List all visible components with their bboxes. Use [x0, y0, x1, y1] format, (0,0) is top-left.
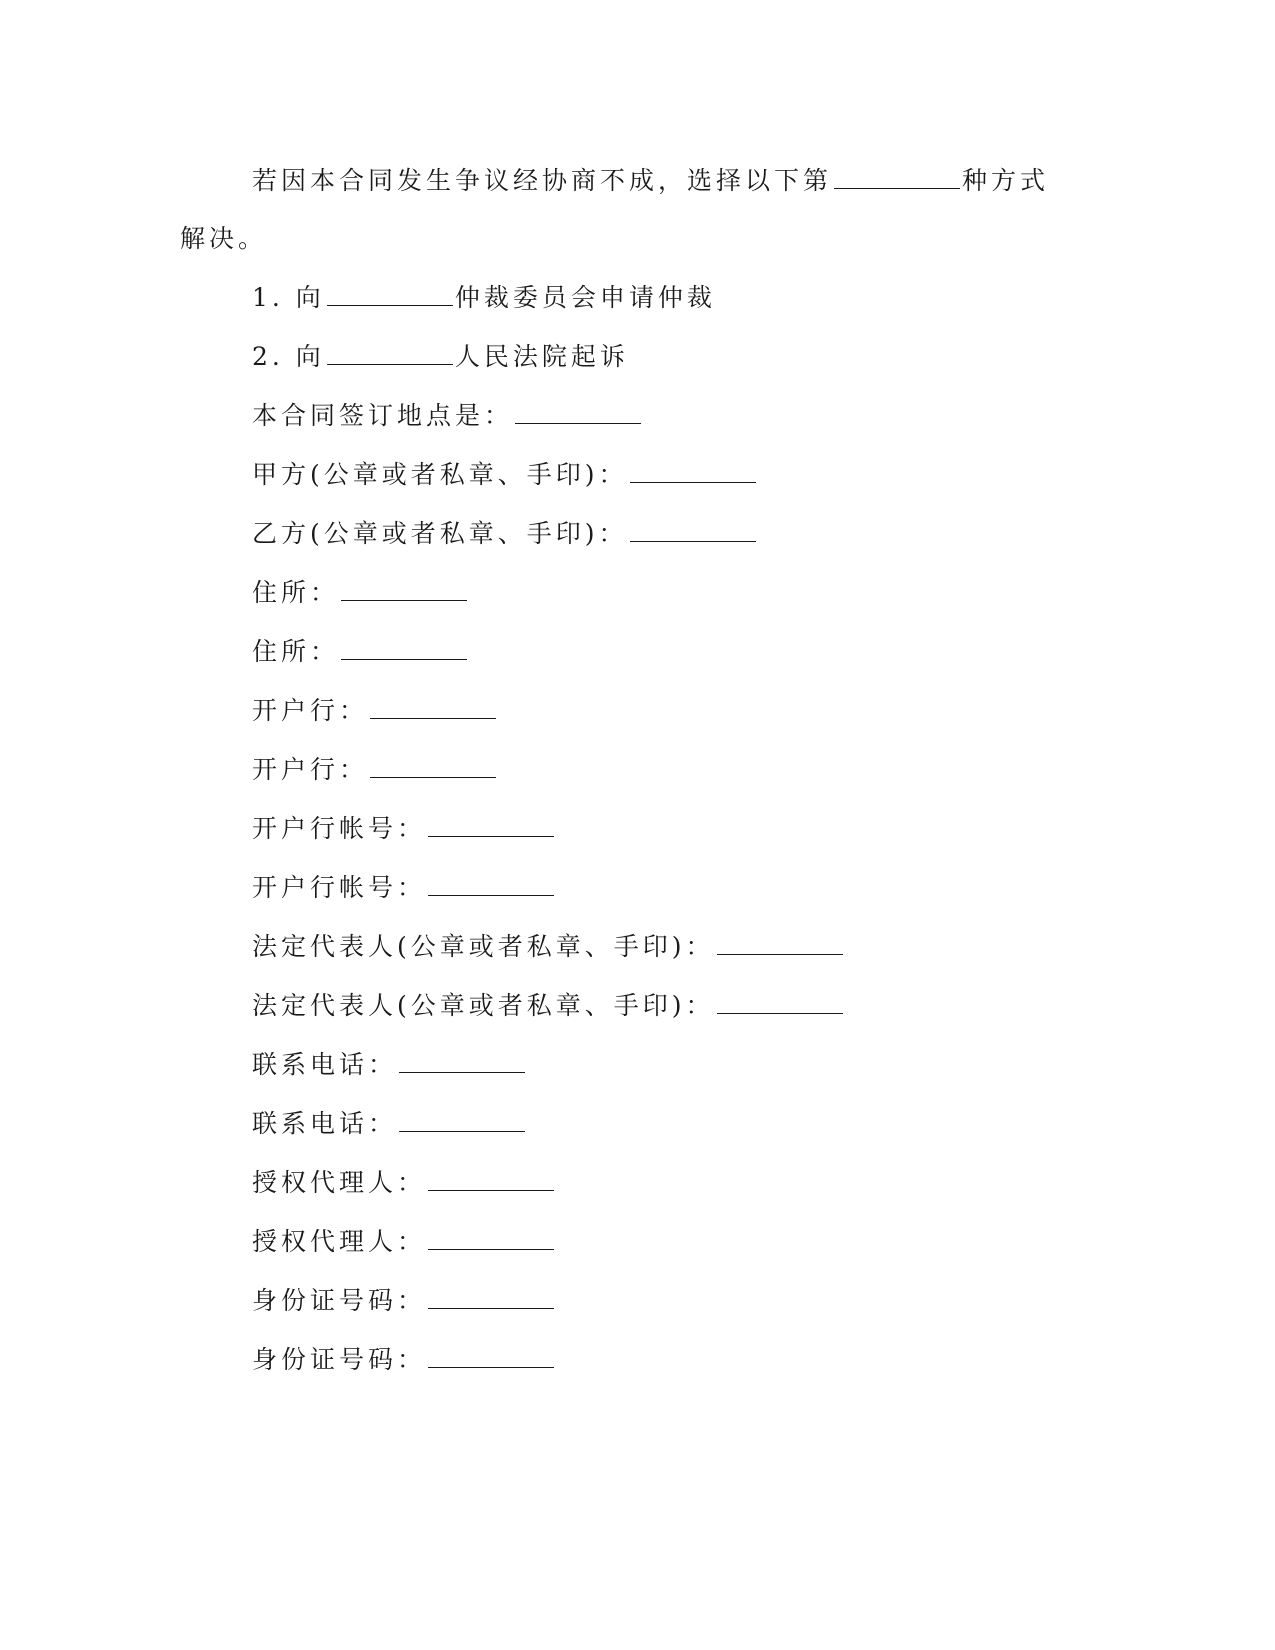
field-blank[interactable]	[515, 401, 641, 424]
field-label: 联系电话：	[252, 1050, 398, 1079]
field-signing-place	[252, 401, 643, 431]
field-bank-a	[252, 696, 498, 726]
field-agent-b	[252, 1227, 556, 1257]
field-blank[interactable]	[428, 1345, 554, 1368]
field-label: 乙方(公章或者私章、手印)：	[252, 519, 628, 548]
field-blank[interactable]	[630, 519, 756, 542]
dispute-clause-text: 若因本合同发生争议经协商不成，选择以下第	[252, 166, 833, 195]
field-label: 开户行帐号：	[252, 873, 427, 902]
field-blank[interactable]	[428, 873, 554, 896]
field-label: 身份证号码：	[252, 1345, 427, 1374]
field-address-a	[252, 578, 469, 608]
field-bank-account-b	[252, 873, 556, 903]
court-blank[interactable]	[327, 342, 453, 365]
field-blank[interactable]	[428, 1227, 554, 1250]
field-legal-rep-b	[252, 991, 845, 1021]
field-phone-a	[252, 1050, 527, 1080]
method-number-blank[interactable]	[834, 166, 960, 189]
field-blank[interactable]	[370, 696, 496, 719]
field-blank[interactable]	[399, 1109, 525, 1132]
option-arbitration	[252, 283, 716, 313]
field-id-number-a	[252, 1286, 556, 1316]
field-phone-b	[252, 1109, 527, 1139]
option-1-suffix: 仲裁委员会申请仲裁	[454, 283, 716, 312]
field-label: 开户行：	[252, 755, 369, 784]
field-party-a-seal	[252, 460, 758, 490]
field-blank[interactable]	[717, 991, 843, 1014]
field-address-b	[252, 637, 469, 667]
field-label: 联系电话：	[252, 1109, 398, 1138]
field-blank[interactable]	[428, 1168, 554, 1191]
field-blank[interactable]	[717, 932, 843, 955]
field-label: 开户行：	[252, 696, 369, 725]
dispute-clause-line2	[180, 224, 267, 254]
option-1-prefix: 1. 向	[252, 283, 325, 312]
option-2-prefix: 2. 向	[252, 342, 325, 371]
field-blank[interactable]	[341, 578, 467, 601]
field-label: 法定代表人(公章或者私章、手印)：	[252, 932, 715, 961]
field-party-b-seal	[252, 519, 758, 549]
field-legal-rep-a	[252, 932, 845, 962]
option-court	[252, 342, 629, 372]
field-label: 住所：	[252, 578, 340, 607]
field-label: 本合同签订地点是：	[252, 401, 514, 430]
dispute-clause-line1	[252, 166, 1049, 196]
field-blank[interactable]	[428, 1286, 554, 1309]
field-label: 授权代理人：	[252, 1168, 427, 1197]
field-blank[interactable]	[370, 755, 496, 778]
field-label: 甲方(公章或者私章、手印)：	[252, 460, 628, 489]
field-bank-b	[252, 755, 498, 785]
field-label: 授权代理人：	[252, 1227, 427, 1256]
field-label: 身份证号码：	[252, 1286, 427, 1315]
arbitration-committee-blank[interactable]	[327, 283, 453, 306]
option-2-suffix: 人民法院起诉	[454, 342, 629, 371]
field-blank[interactable]	[399, 1050, 525, 1073]
field-agent-a	[252, 1168, 556, 1198]
field-id-number-b	[252, 1345, 556, 1375]
field-label: 开户行帐号：	[252, 814, 427, 843]
dispute-clause-end: 解决。	[180, 224, 268, 253]
field-label: 法定代表人(公章或者私章、手印)：	[252, 991, 715, 1020]
field-label: 住所：	[252, 637, 340, 666]
dispute-clause-suffix: 种方式	[962, 166, 1050, 195]
field-blank[interactable]	[630, 460, 756, 483]
field-bank-account-a	[252, 814, 556, 844]
field-blank[interactable]	[341, 637, 467, 660]
field-blank[interactable]	[428, 814, 554, 837]
